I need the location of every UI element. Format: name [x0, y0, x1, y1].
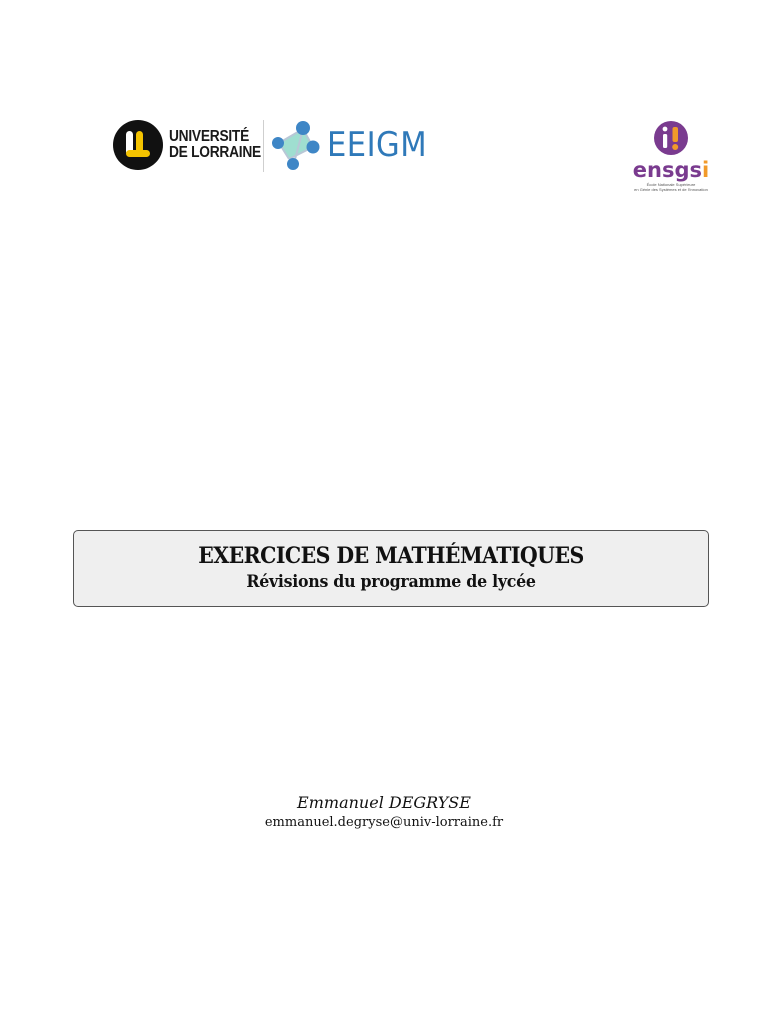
ul-wordmark-line1: UNIVERSITÉ	[169, 128, 250, 145]
eeigm-wordmark: EEIGM	[327, 125, 428, 165]
logo-divider	[263, 120, 264, 172]
ul-monogram-icon	[113, 120, 163, 170]
exclamation-badge-icon	[652, 119, 690, 157]
title-box	[73, 530, 709, 607]
ensgsi-wordmark-main: ensgs	[632, 158, 703, 182]
ensgsi-tagline-line1: École Nationale Supérieure	[646, 182, 696, 187]
ul-wordmark-line2: DE LORRAINE	[169, 144, 261, 161]
author-name: Emmanuel DEGRYSE	[297, 793, 471, 812]
ensgsi-wordmark	[626, 158, 716, 182]
molecule-icon	[269, 119, 321, 171]
ul-wordmark	[169, 129, 261, 161]
author-email: emmanuel.degryse@univ-lorraine.fr	[264, 815, 504, 830]
document-title: EXERCICES DE MATHÉMATIQUES	[198, 543, 584, 569]
universite-de-lorraine-logo	[113, 120, 276, 170]
document-subtitle: Révisions du programme de lycée	[246, 572, 536, 592]
ensgsi-tagline-line2: en Génie des Systèmes et de l'Innovation	[634, 187, 708, 192]
ensgsi-wordmark-accent: i	[702, 158, 710, 182]
eeigm-logo	[269, 119, 438, 171]
ensgsi-logo	[626, 119, 716, 205]
author-block	[0, 793, 768, 831]
